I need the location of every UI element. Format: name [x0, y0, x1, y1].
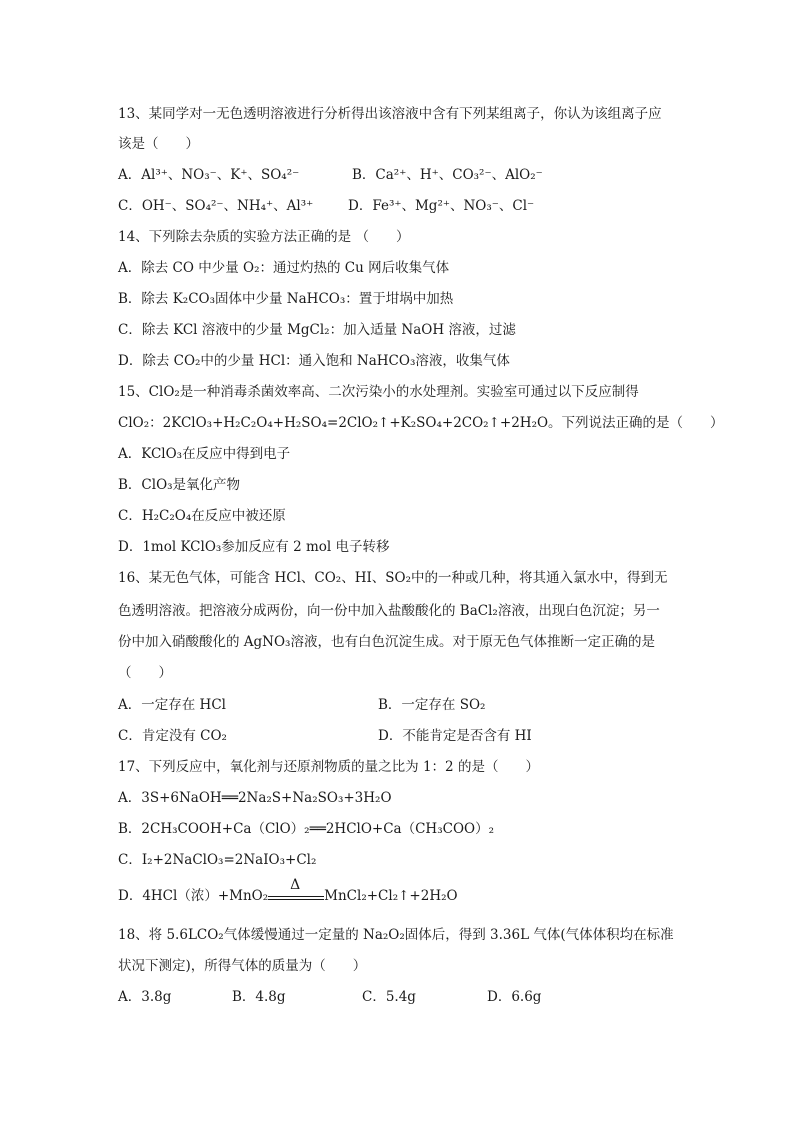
q15-stem-line2: ClO₂：2KClO₃+H₂C₂O₄+H₂SO₄=2ClO₂↑+K₂SO₄+2CO₂↑+2H₂O。下列说法正确的是（ ） [118, 415, 724, 431]
q15-option-c: C．H₂C₂O₄在反应中被还原 [118, 508, 286, 524]
q13-option-c: C．OH⁻、SO₄²⁻、NH₄⁺、Al³⁺ [118, 198, 314, 214]
q16-option-d: D．不能肯定是否含有 HI [378, 728, 532, 744]
q13-stem-line1: 13、某同学对一无色透明溶液进行分析得出该溶液中含有下列某组离子，你认为该组离子应 [118, 106, 662, 122]
q16-stem-line1: 16、某无色气体，可能含 HCl、CO₂、HI、SO₂中的一种或几种，将其通入氯水中，得到无 [118, 570, 668, 586]
q17-option-b: B．2CH₃COOH+Ca（ClO）₂══2HClO+Ca（CH₃COO）₂ [118, 821, 494, 837]
q17-option-d-left: D．4HCl（浓）+MnO₂ [118, 888, 269, 904]
q17-option-d [118, 876, 458, 907]
q16-stem-line3: 份中加入硝酸酸化的 AgNO₃溶液，也有白色沉淀生成。对于原无色气体推断一定正确的是 [118, 634, 655, 650]
q18-option-d: D．6.6g [487, 989, 542, 1005]
q13-option-a: A．Al³⁺、NO₃⁻、K⁺、SO₄²⁻ [118, 167, 300, 183]
q14-stem: 14、下列除去杂质的实验方法正确的是 （ ） [118, 229, 410, 245]
q13-option-b: B．Ca²⁺、H⁺、CO₃²⁻、AlO₂⁻ [352, 167, 543, 183]
q15-option-b: B．ClO₃是氧化产物 [118, 477, 241, 493]
q16-stem-line2: 色透明溶液。把溶液分成两份，向一份中加入盐酸酸化的 BaCl₂溶液，出现白色沉淀；另一 [118, 603, 660, 619]
q15-stem-line1: 15、ClO₂是一种消毒杀菌效率高、二次污染小的水处理剂。实验室可通过以下反应制得 [118, 384, 639, 400]
delta-symbol: Δ [290, 876, 301, 893]
q18-option-a: A．3.8g [118, 989, 172, 1005]
q17-option-c: C．I₂+2NaClO₃=2NaIO₃+Cl₂ [118, 852, 317, 868]
q17-option-d-right: MnCl₂+Cl₂↑+2H₂O [324, 888, 458, 904]
q15-option-d: D．1mol KClO₃参加反应有 2 mol 电子转移 [118, 539, 390, 555]
q17-option-a: A．3S+6NaOH══2Na₂S+Na₂SO₃+3H₂O [118, 790, 392, 806]
q18-stem-line1: 18、将 5.6LCO₂气体缓慢通过一定量的 Na₂O₂固体后，得到 3.36L 气体(气体体积均在标准 [118, 927, 674, 943]
q18-option-c: C．5.4g [362, 989, 416, 1005]
q13-stem-line2: 该是（ ） [118, 136, 199, 152]
q14-option-d: D．除去 CO₂中的少量 HCl：通入饱和 NaHCO₃溶液，收集气体 [118, 353, 510, 369]
heat-condition-arrow [268, 876, 324, 907]
q18-stem-line2: 状况下测定)，所得气体的质量为（ ） [118, 958, 367, 974]
q18-option-b: B．4.8g [232, 989, 286, 1005]
q16-option-c: C．肯定没有 CO₂ [118, 728, 227, 744]
q16-stem-line4: （ ） [118, 665, 172, 681]
q16-option-b: B．一定存在 SO₂ [378, 697, 486, 713]
q15-option-a: A．KClO₃在反应中得到电子 [118, 446, 291, 462]
q14-option-b: B．除去 K₂CO₃固体中少量 NaHCO₃：置于坩埚中加热 [118, 291, 454, 307]
q14-option-a: A．除去 CO 中少量 O₂：通过灼热的 Cu 网后收集气体 [118, 260, 450, 276]
q13-option-d: D．Fe³⁺、Mg²⁺、NO₃⁻、Cl⁻ [348, 198, 535, 214]
q16-option-a: A．一定存在 HCl [118, 697, 226, 713]
q14-option-c: C．除去 KCl 溶液中的少量 MgCl₂：加入适量 NaOH 溶液，过滤 [118, 322, 516, 338]
q17-stem: 17、下列反应中，氧化剂与还原剂物质的量之比为 1：2 的是（ ） [118, 759, 539, 775]
